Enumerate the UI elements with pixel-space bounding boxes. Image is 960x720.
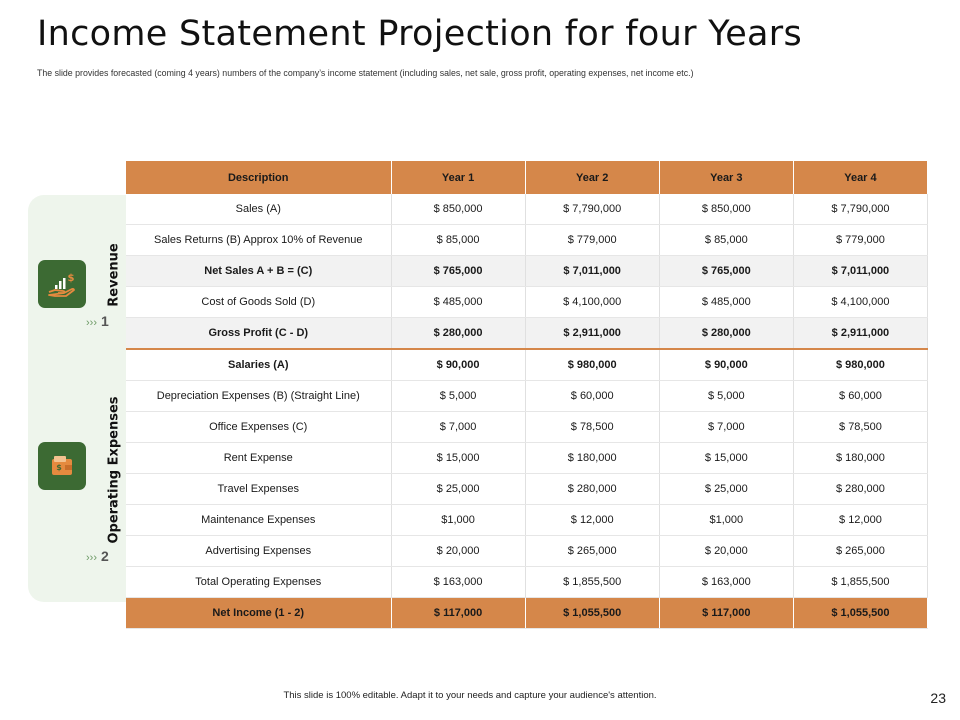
cell-value: $ 12,000 (793, 505, 927, 536)
cell-value: $ 2,911,000 (793, 318, 927, 350)
opex-step-marker (86, 548, 109, 564)
row-label: Sales Returns (B) Approx 10% of Revenue (126, 225, 391, 256)
cell-value: $ 779,000 (525, 225, 659, 256)
table-row (126, 474, 928, 505)
cell-value: $ 7,000 (391, 412, 525, 443)
header-year-3: Year 3 (659, 161, 793, 194)
cell-value: $ 485,000 (391, 287, 525, 318)
cell-value: $ 280,000 (793, 474, 927, 505)
wallet-icon (38, 442, 86, 490)
cell-value: $ 85,000 (659, 225, 793, 256)
cell-value: $ 163,000 (659, 567, 793, 598)
row-label: Maintenance Expenses (126, 505, 391, 536)
cell-value: $ 980,000 (793, 349, 927, 381)
cell-value: $ 20,000 (391, 536, 525, 567)
table-row (126, 318, 928, 350)
row-label: Net Sales A + B = (C) (126, 256, 391, 287)
chevrons-icon: ››› (86, 317, 97, 329)
cell-value: $ 485,000 (659, 287, 793, 318)
cell-value: $ 25,000 (659, 474, 793, 505)
svg-text:$: $ (56, 463, 62, 472)
cell-value: $ 265,000 (525, 536, 659, 567)
cell-value: $ 15,000 (391, 443, 525, 474)
cell-value: $ 117,000 (659, 598, 793, 629)
cell-value: $1,000 (659, 505, 793, 536)
cell-value: $ 25,000 (391, 474, 525, 505)
cell-value: $ 180,000 (793, 443, 927, 474)
table-row (126, 287, 928, 318)
cell-value: $ 180,000 (525, 443, 659, 474)
table-row (126, 256, 928, 287)
table-row (126, 381, 928, 412)
row-label: Travel Expenses (126, 474, 391, 505)
cell-value: $ 265,000 (793, 536, 927, 567)
revenue-section-label: Revenue (106, 243, 122, 307)
opex-step-number: 2 (101, 548, 109, 564)
cell-value: $ 1,855,500 (793, 567, 927, 598)
table-row (126, 349, 928, 381)
row-label: Total Operating Expenses (126, 567, 391, 598)
header-year-4: Year 4 (793, 161, 927, 194)
cell-value: $ 7,011,000 (525, 256, 659, 287)
cell-value: $ 12,000 (525, 505, 659, 536)
table-header-row (126, 161, 928, 194)
operating-expenses-section-label: Operating Expenses (106, 396, 122, 544)
cell-value: $ 60,000 (525, 381, 659, 412)
row-label: Gross Profit (C - D) (126, 318, 391, 350)
row-label: Depreciation Expenses (B) (Straight Line) (126, 381, 391, 412)
row-label: Salaries (A) (126, 349, 391, 381)
cell-value: $ 980,000 (525, 349, 659, 381)
cell-value: $ 1,055,500 (793, 598, 927, 629)
cell-value: $ 4,100,000 (525, 287, 659, 318)
row-label: Rent Expense (126, 443, 391, 474)
header-year-1: Year 1 (391, 161, 525, 194)
cell-value: $ 2,911,000 (525, 318, 659, 350)
table-row (126, 567, 928, 598)
cell-value: $ 163,000 (391, 567, 525, 598)
slide-title: Income Statement Projection for four Years (37, 14, 803, 54)
cell-value: $ 78,500 (793, 412, 927, 443)
revenue-step-marker (86, 313, 109, 329)
money-hand-icon (38, 260, 86, 308)
cell-value: $ 850,000 (391, 194, 525, 225)
cell-value: $ 78,500 (525, 412, 659, 443)
cell-value: $ 4,100,000 (793, 287, 927, 318)
revenue-step-number: 1 (101, 313, 109, 329)
row-label: Net Income (1 - 2) (126, 598, 391, 629)
svg-text:$: $ (67, 273, 75, 284)
row-label: Sales (A) (126, 194, 391, 225)
cell-value: $ 60,000 (793, 381, 927, 412)
cell-value: $ 7,011,000 (793, 256, 927, 287)
cell-value: $ 779,000 (793, 225, 927, 256)
income-statement-table (126, 161, 928, 629)
table-row (126, 194, 928, 225)
cell-value: $ 117,000 (391, 598, 525, 629)
cell-value: $ 765,000 (391, 256, 525, 287)
cell-value: $ 15,000 (659, 443, 793, 474)
cell-value: $ 1,855,500 (525, 567, 659, 598)
net-income-row (126, 598, 928, 629)
slide-footer-note: This slide is 100% editable. Adapt it to your needs and capture your audience's attention. (283, 690, 657, 701)
cell-value: $ 280,000 (659, 318, 793, 350)
table-row (126, 412, 928, 443)
header-description: Description (126, 161, 391, 194)
page-number: 23 (930, 690, 946, 706)
cell-value: $ 5,000 (391, 381, 525, 412)
cell-value: $ 90,000 (659, 349, 793, 381)
header-year-2: Year 2 (525, 161, 659, 194)
row-label: Cost of Goods Sold (D) (126, 287, 391, 318)
cell-value: $ 280,000 (391, 318, 525, 350)
table-row (126, 505, 928, 536)
table-row (126, 225, 928, 256)
cell-value: $ 85,000 (391, 225, 525, 256)
cell-value: $ 5,000 (659, 381, 793, 412)
row-label: Advertising Expenses (126, 536, 391, 567)
cell-value: $ 280,000 (525, 474, 659, 505)
row-label: Office Expenses (C) (126, 412, 391, 443)
cell-value: $ 90,000 (391, 349, 525, 381)
cell-value: $ 7,790,000 (525, 194, 659, 225)
cell-value: $ 7,790,000 (793, 194, 927, 225)
table-row (126, 443, 928, 474)
chevrons-icon: ››› (86, 552, 97, 564)
cell-value: $ 850,000 (659, 194, 793, 225)
cell-value: $ 7,000 (659, 412, 793, 443)
slide-subtitle: The slide provides forecasted (coming 4 years) numbers of the company’s income statement (including sales, net sale, gross profit, operating expenses, net income etc.) (37, 68, 694, 78)
cell-value: $ 20,000 (659, 536, 793, 567)
cell-value: $1,000 (391, 505, 525, 536)
cell-value: $ 765,000 (659, 256, 793, 287)
cell-value: $ 1,055,500 (525, 598, 659, 629)
table-row (126, 536, 928, 567)
